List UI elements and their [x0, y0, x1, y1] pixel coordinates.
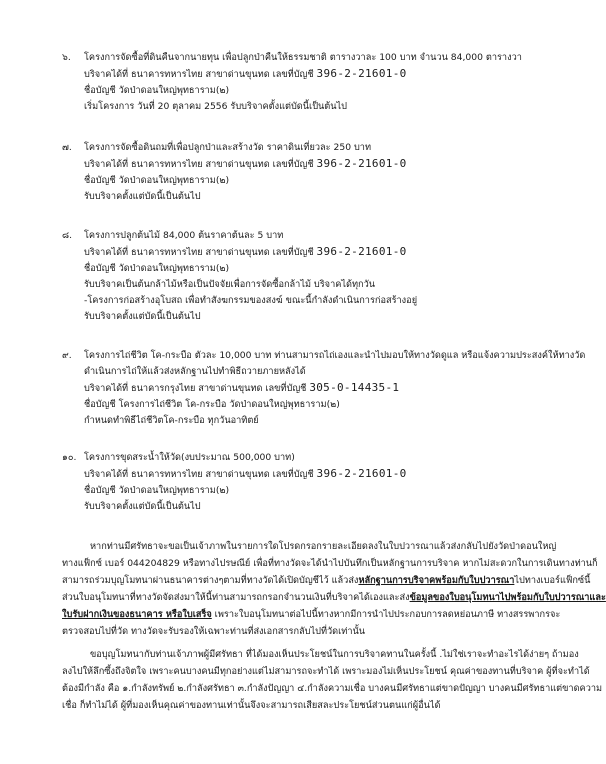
project-title: ๑๐. โครงการขุดสระน้ำให้วัด(งบประมาณ 500,000 บาท) [62, 450, 532, 466]
item-note: รับบริจาคตั้งแต่บัดนี้เป็นต้นไป [84, 191, 201, 202]
account-name: ชื่อบัญชี วัดป่าดอนใหญ่พุทธาราม(๒) [84, 175, 230, 186]
paragraph-line: ใบรับฝากเงินของธนาคาร หรือใบเสร็จ เพราะใบอนุโมทนาต่อไปนี้ทางหากมีการนำไปประกอบการลดหย่อนภาษี ทางสรรพากรจะ [62, 609, 561, 620]
item-note: -โครงการก่อสร้างอุโบสถ เพื่อทำสังฆกรรมของสงฆ์ ขณะนี้กำลังดำเนินการก่อสร้างอยู่ [84, 295, 418, 306]
project-title: ๖. โครงการจัดซื้อที่ดินคืนจากนายทุน เพื่อปลูกป่าคืนให้ธรรมชาติ ตารางวาละ 100 บาท จำนวน 84,000 ตารางวา [62, 50, 532, 66]
bank-line: บริจาคได้ที่ ธนาคารทหารไทย สาขาด่านขุนทด เลขที่บัญชี 396-2-21601-0 [84, 157, 407, 170]
account-number: 396-2-21601-0 [316, 67, 407, 80]
account-name: ชื่อบัญชี วัดป่าดอนใหญ่พุทธาราม(๒) [84, 263, 230, 274]
account-number: 396-2-21601-0 [316, 245, 407, 258]
closing-paragraph-1 [62, 538, 606, 640]
paragraph-line: ส่วนใบอนุโมทนาที่ทางวัดจัดส่งมาให้นี้ท่านสามารถกรอกจำนวนเงินที่บริจาคได้เองและส่งข้อมูลของใบอนุโมทนาไปพร้อมกับใบปวารณาและ [62, 592, 606, 603]
account-number: 305-0-14435-1 [309, 381, 400, 394]
project-title-cont: ดำเนินการไถ่ให้แล้วส่งหลักฐานไปทำพิธีถวายภายหลังได้ [84, 366, 306, 377]
project-item-8 [62, 228, 532, 325]
project-title: ๘. โครงการปลูกต้นไม้ 84,000 ต้นราคาต้นละ 5 บาท [62, 228, 532, 244]
paragraph-line: หากท่านมีศรัทธาจะขอเป็นเจ้าภาพในรายการใดโปรดกรอกรายละเอียดลงในใบปวารณาแล้วส่งกลับไปยังวัดป่าดอนใหญ่ [90, 541, 557, 552]
account-name: ชื่อบัญชี โครงการไถ่ชีวิต โค-กระบือ วัดป่าดอนใหญ่พุทธาราม(๒) [84, 399, 340, 410]
item-number: ๑๐. [62, 452, 77, 463]
item-number: ๗. [62, 142, 72, 153]
paragraph-line: ขอบุญโมทนากับท่านเจ้าภาพผู้มีศรัทธา ที่ได้มองเห็นประโยชน์ในการบริจาคทานในครั้งนี้ .ไม่ใช่เราจะทำอะไรได้ง่ายๆ ถ้ามอง [90, 649, 579, 660]
project-item-7 [62, 140, 532, 205]
bank-line: บริจาคได้ที่ ธนาคารทหารไทย สาขาด่านขุนทด เลขที่บัญชี 396-2-21601-0 [84, 67, 407, 80]
project-item-6 [62, 50, 532, 115]
bank-line: บริจาคได้ที่ ธนาคารทหารไทย สาขาด่านขุนทด เลขที่บัญชี 396-2-21601-0 [84, 467, 407, 480]
project-title: ๗. โครงการจัดซื้อดินถมที่เพื่อปลูกป่าและสร้างวัด ราคาดินเที่ยวละ 250 บาท [62, 140, 532, 156]
item-note: รับบริจาคตั้งแต่บัดนี้เป็นต้นไป [84, 501, 201, 512]
paragraph-line: เชื่อ ก็ทำไม่ได้ ผู้ที่มองเห็นคุณค่าของทานเท่านั้นจึงจะสามารถเสียสละประโยชน์ส่วนตนแก่ผู้อื่นได้ [62, 700, 441, 711]
paragraph-line: ตรวจสอบไปที่วัด ทางวัดจะรับรองให้เฉพาะท่านที่ส่งเอกสารกลับไปที่วัดเท่านั้น [62, 626, 366, 637]
account-number: 396-2-21601-0 [316, 157, 407, 170]
item-number: ๘. [62, 230, 73, 241]
item-note: กำหนดทำพิธีไถ่ชีวิตโค-กระบือ ทุกวันอาทิตย์ [84, 415, 259, 426]
paragraph-line: ต้องมีกำลัง คือ ๑.กำลังทรัพย์ ๒.กำลังศรัทธา ๓.กำลังปัญญา ๔.กำลังความเชื่อ บางคนมีศรัทธาแต่ขาดปัญญา บางคนมีศรัทธาแต่ขาดความ [62, 683, 603, 694]
paragraph-line: ทางแฟ็กซ์ เบอร์ 044204829 หรือทางไปรษณีย์ เพื่อที่ทางวัดจะได้นำไปบันทึกเป็นหลักฐานการบริจาค หากไม่สะดวกในการเดินทางท่านก็ [62, 558, 598, 569]
account-number: 396-2-21601-0 [316, 467, 407, 480]
account-name: ชื่อบัญชี วัดป่าดอนใหญ่พุทธาราม(๒) [84, 85, 230, 96]
item-number: ๖. [62, 52, 71, 63]
emphasis-underline: ข้อมูลของใบอนุโมทนาไปพร้อมกับใบปวารณาและ [409, 592, 606, 603]
emphasis-underline: ใบรับฝากเงินของธนาคาร หรือใบเสร็จ [62, 609, 212, 620]
item-number: ๙. [62, 350, 72, 361]
paragraph-line: สามารถร่วมบุญโมทนาผ่านธนาคารต่างๆตามที่ทางวัดได้เปิดบัญชีไว้ แล้วส่งหลักฐานการบริจาคพร้อมกับใบปวารณาไปทางเบอร์แฟ็กซ์นี้ [62, 575, 591, 586]
item-note: รับบริจาคเป็นต้นกล้าไม้หรือเป็นปัจจัยเพื่อการจัดซื้อกล้าไม้ บริจาคได้ทุกวัน [84, 279, 376, 290]
project-item-10 [62, 450, 532, 515]
paragraph-line: ลงไปให้ลึกซึ้งถึงจิตใจ เพราะคนบางคนมีทุกอย่างแต่ไม่สามารถจะทำได้ เพราะมองไม่เห็นประโยชน์ คุณค่าของทานที่บริจาค ผู้ที่จะทำได้ [62, 666, 590, 677]
bank-line: บริจาคได้ที่ ธนาคารกรุงไทย สาขาด่านขุนทด เลขที่บัญชี 305-0-14435-1 [84, 381, 400, 394]
emphasis-underline: หลักฐานการบริจาคพร้อมกับใบปวารณา [358, 575, 515, 586]
item-note: เริ่มโครงการ วันที่ 20 ตุลาคม 2556 รับบริจาคตั้งแต่บัดนี้เป็นต้นไป [84, 101, 348, 112]
bank-line: บริจาคได้ที่ ธนาคารทหารไทย สาขาด่านขุนทด เลขที่บัญชี 396-2-21601-0 [84, 245, 407, 258]
closing-paragraph-2 [62, 646, 603, 714]
item-note: รับบริจาคตั้งแต่บัดนี้เป็นต้นไป [84, 311, 201, 322]
account-name: ชื่อบัญชี วัดป่าดอนใหญ่พุทธาราม(๒) [84, 485, 230, 496]
project-item-9 [62, 348, 586, 429]
project-title: ๙. โครงการไถ่ชีวิต โค-กระบือ ตัวละ 10,000 บาท ท่านสามารถไถ่เองและนำไปมอบให้ทางวัดดูแล หรือแจ้งความประสงค์ให้ทางวัด [62, 348, 532, 364]
